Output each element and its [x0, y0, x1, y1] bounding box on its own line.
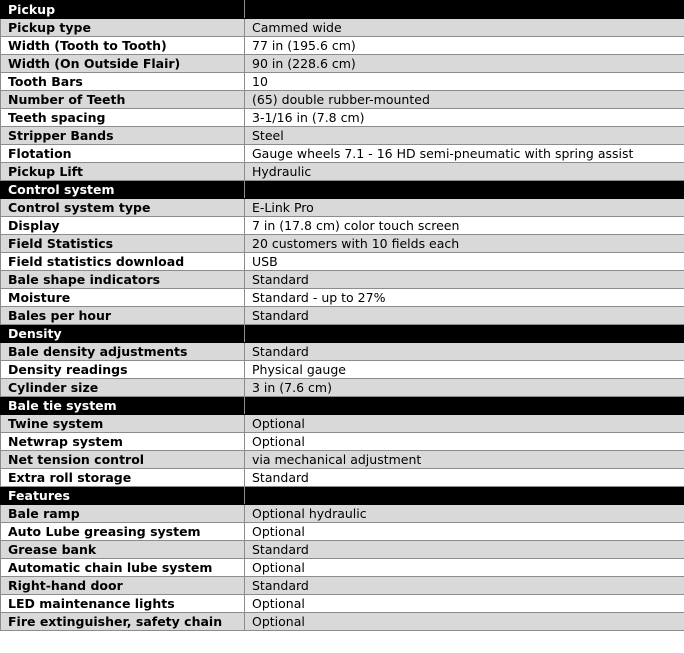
spec-label: Flotation [1, 145, 245, 163]
section-header [1, 487, 684, 505]
spec-label: Netwrap system [1, 433, 245, 451]
spec-value: Physical gauge [245, 361, 684, 379]
table-row [1, 109, 684, 127]
spec-label: Width (Tooth to Tooth) [1, 37, 245, 55]
spec-label: Auto Lube greasing system [1, 523, 245, 541]
spec-value: 3-1/16 in (7.8 cm) [245, 109, 684, 127]
spec-value: USB [245, 253, 684, 271]
spec-label: Twine system [1, 415, 245, 433]
table-row [1, 361, 684, 379]
spec-label: Pickup type [1, 19, 245, 37]
spec-label: Bale density adjustments [1, 343, 245, 361]
table-row [1, 577, 684, 595]
spec-value: Standard [245, 541, 684, 559]
table-row [1, 379, 684, 397]
table-row [1, 127, 684, 145]
spec-value: Standard [245, 307, 684, 325]
table-row [1, 541, 684, 559]
table-row [1, 145, 684, 163]
spec-label: Grease bank [1, 541, 245, 559]
section-header-blank [245, 487, 684, 505]
spec-value: Standard [245, 469, 684, 487]
table-row [1, 55, 684, 73]
spec-value: Optional hydraulic [245, 505, 684, 523]
table-row [1, 199, 684, 217]
table-row [1, 307, 684, 325]
spec-value: via mechanical adjustment [245, 451, 684, 469]
table-row [1, 469, 684, 487]
spec-value: Cammed wide [245, 19, 684, 37]
spec-label: Display [1, 217, 245, 235]
spec-value: Optional [245, 595, 684, 613]
spec-value: 7 in (17.8 cm) color touch screen [245, 217, 684, 235]
table-row [1, 163, 684, 181]
table-row [1, 253, 684, 271]
spec-value: Standard [245, 343, 684, 361]
spec-label: Number of Teeth [1, 91, 245, 109]
spec-value: Standard [245, 577, 684, 595]
spec-value: Optional [245, 613, 684, 631]
spec-value: E-Link Pro [245, 199, 684, 217]
spec-label: Tooth Bars [1, 73, 245, 91]
spec-label: Density readings [1, 361, 245, 379]
spec-label: Right-hand door [1, 577, 245, 595]
spec-value: Hydraulic [245, 163, 684, 181]
spec-value: Optional [245, 559, 684, 577]
table-row [1, 73, 684, 91]
table-row [1, 559, 684, 577]
section-title: Bale tie system [1, 397, 245, 415]
spec-label: Width (On Outside Flair) [1, 55, 245, 73]
section-title: Density [1, 325, 245, 343]
section-title: Control system [1, 181, 245, 199]
section-header-blank [245, 325, 684, 343]
spec-value: 90 in (228.6 cm) [245, 55, 684, 73]
spec-label: Control system type [1, 199, 245, 217]
spec-value: 20 customers with 10 fields each [245, 235, 684, 253]
section-header [1, 397, 684, 415]
table-row [1, 91, 684, 109]
spec-value: Standard - up to 27% [245, 289, 684, 307]
spec-label: LED maintenance lights [1, 595, 245, 613]
table-row [1, 343, 684, 361]
spec-table-body [1, 1, 684, 631]
spec-value: Optional [245, 415, 684, 433]
spec-label: Bale shape indicators [1, 271, 245, 289]
table-row [1, 505, 684, 523]
spec-value: Standard [245, 271, 684, 289]
section-header [1, 325, 684, 343]
table-row [1, 595, 684, 613]
spec-value: 77 in (195.6 cm) [245, 37, 684, 55]
table-row [1, 289, 684, 307]
table-row [1, 613, 684, 631]
spec-label: Stripper Bands [1, 127, 245, 145]
spec-label: Bale ramp [1, 505, 245, 523]
table-row [1, 433, 684, 451]
table-row [1, 235, 684, 253]
table-row [1, 523, 684, 541]
table-row [1, 19, 684, 37]
table-row [1, 271, 684, 289]
section-title: Features [1, 487, 245, 505]
spec-value: (65) double rubber-mounted [245, 91, 684, 109]
table-row [1, 217, 684, 235]
spec-label: Pickup Lift [1, 163, 245, 181]
spec-label: Automatic chain lube system [1, 559, 245, 577]
spec-value: Gauge wheels 7.1 - 16 HD semi-pneumatic with spring assist [245, 145, 684, 163]
spec-value: 10 [245, 73, 684, 91]
section-header [1, 181, 684, 199]
spec-label: Fire extinguisher, safety chain [1, 613, 245, 631]
spec-label: Field statistics download [1, 253, 245, 271]
section-header-blank [245, 181, 684, 199]
table-row [1, 451, 684, 469]
table-row [1, 37, 684, 55]
spec-value: Steel [245, 127, 684, 145]
section-header-blank [245, 397, 684, 415]
spec-label: Moisture [1, 289, 245, 307]
spec-label: Bales per hour [1, 307, 245, 325]
section-header-blank [245, 1, 684, 19]
spec-label: Teeth spacing [1, 109, 245, 127]
spec-label: Net tension control [1, 451, 245, 469]
spec-value: 3 in (7.6 cm) [245, 379, 684, 397]
spec-value: Optional [245, 433, 684, 451]
section-header [1, 1, 684, 19]
table-row [1, 415, 684, 433]
section-title: Pickup [1, 1, 245, 19]
spec-label: Cylinder size [1, 379, 245, 397]
spec-label: Extra roll storage [1, 469, 245, 487]
spec-value: Optional [245, 523, 684, 541]
spec-label: Field Statistics [1, 235, 245, 253]
